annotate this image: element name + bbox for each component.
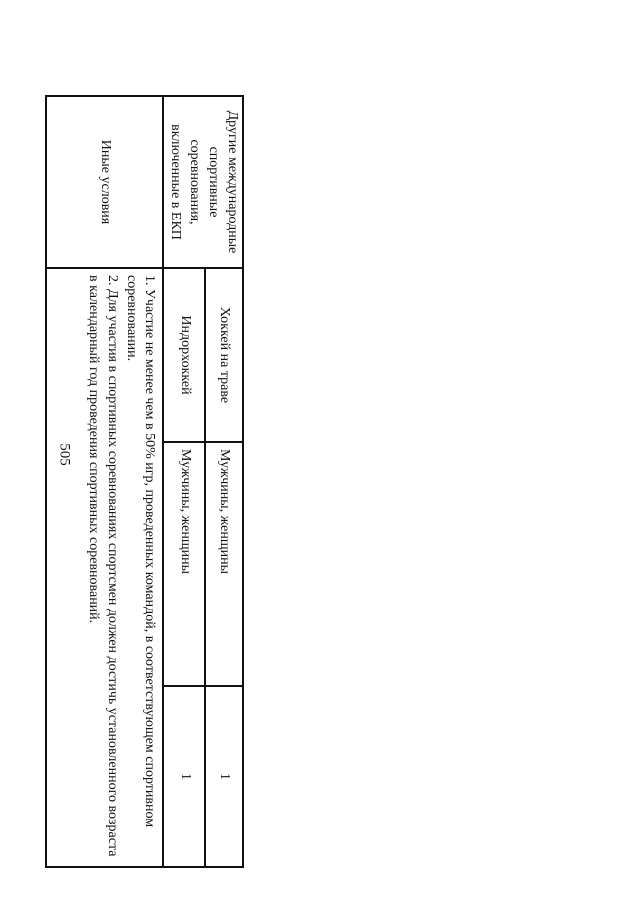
table-row <box>205 96 243 867</box>
event-label-cell: Другие международные спортивные соревнования, включенные в ЕКП <box>163 96 243 268</box>
requirements-table <box>45 95 244 868</box>
rotated-table-container <box>63 95 244 868</box>
sport-cell: Индорхоккей <box>163 268 205 442</box>
page-number: 505 <box>56 443 73 466</box>
table-row <box>46 96 163 867</box>
count-cell: 1 <box>205 686 243 867</box>
condition-item: 2. Для участия в спортивных соревнованиях спортсмен должен достичь установленного возраста в календарный год проведения спортивных соревнований. <box>85 275 120 857</box>
conditions-cell <box>46 268 163 867</box>
count-cell: 1 <box>163 686 205 867</box>
gender-cell: Мужчины, женщины <box>163 442 205 686</box>
gender-cell: Мужчины, женщины <box>205 442 243 686</box>
sport-cell: Хоккей на траве <box>205 268 243 442</box>
conditions-label-cell: Иные условия <box>46 96 163 268</box>
condition-item: 1. Участие не менее чем в 50% игр, проведенных командой, в соответствующем спортивном соревновании. <box>123 275 158 828</box>
document-table-wrapper <box>63 95 244 868</box>
